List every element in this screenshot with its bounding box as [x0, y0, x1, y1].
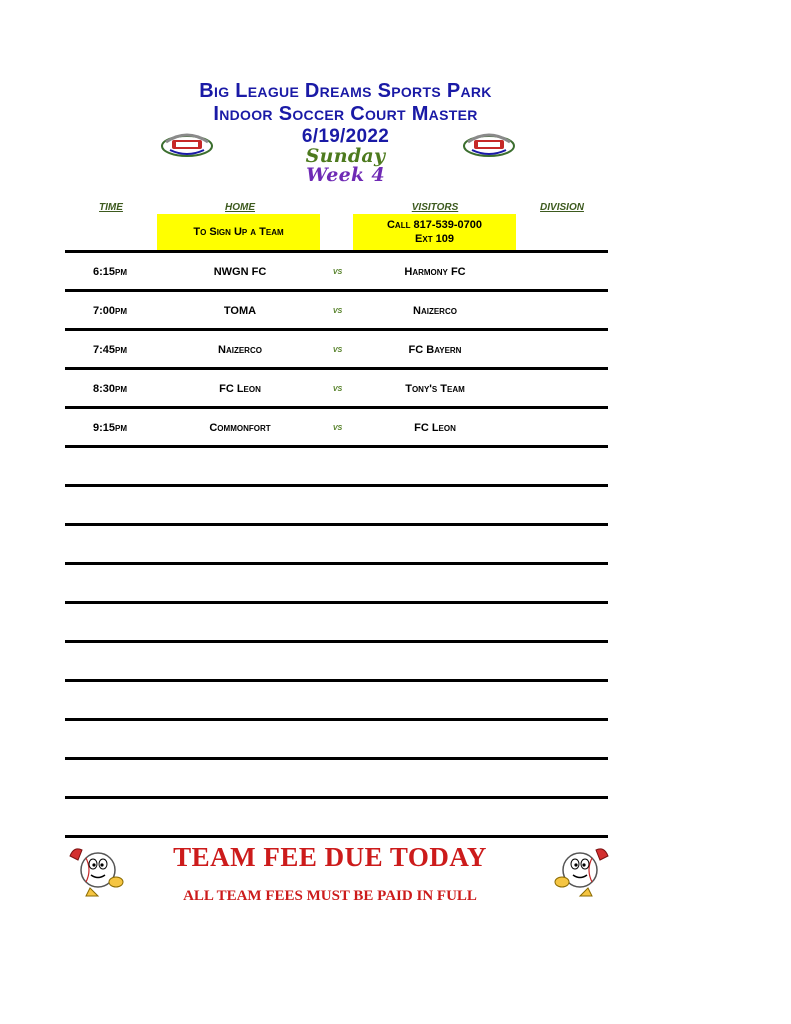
game-time: 8:30pm — [92, 382, 128, 395]
signup-box — [157, 214, 320, 250]
game-row — [65, 369, 608, 408]
game-time: 6:15pm — [92, 265, 128, 278]
row-divider — [65, 757, 608, 760]
title-court-master: Indoor Soccer Court Master — [213, 103, 478, 125]
game-time: 7:00pm — [92, 304, 128, 317]
game-visitor-team: FC Bayern — [408, 343, 462, 356]
signup-extension: Ext 109 — [415, 233, 454, 245]
game-home-team: NWGN FC — [213, 265, 267, 278]
game-vs: vs — [332, 344, 343, 355]
game-visitor-team: Harmony FC — [404, 265, 466, 278]
row-divider — [65, 835, 608, 838]
signup-phone-box — [353, 214, 516, 250]
game-vs: vs — [332, 422, 343, 433]
team-fee-notice: ALL TEAM FEES MUST BE PAID IN FULL — [183, 888, 477, 904]
game-home-team: Commonfort — [209, 421, 271, 434]
game-visitor-team: Tony's Team — [405, 382, 465, 395]
big-league-dreams-logo-icon — [462, 130, 516, 158]
row-divider — [65, 289, 608, 292]
game-home-team: Naizerco — [218, 343, 262, 356]
big-league-dreams-logo-icon — [160, 130, 214, 158]
game-row — [65, 291, 608, 330]
column-header-home: HOME — [225, 202, 255, 213]
row-divider — [65, 562, 608, 565]
game-visitor-team: FC Leon — [414, 421, 456, 434]
title-park-name: Big League Dreams Sports Park — [199, 80, 492, 102]
game-time: 9:15pm — [92, 421, 128, 434]
row-divider — [65, 796, 608, 799]
game-home-team: FC Leon — [219, 382, 261, 395]
row-divider — [65, 406, 608, 409]
team-fee-due-heading: TEAM FEE DUE TODAY — [173, 842, 487, 872]
signup-label: To Sign Up a Team — [193, 226, 284, 238]
row-divider — [65, 328, 608, 331]
row-divider — [65, 250, 608, 253]
game-vs: vs — [332, 266, 343, 277]
game-vs: vs — [332, 383, 343, 394]
game-home-team: TOMA — [223, 304, 257, 317]
row-divider — [65, 523, 608, 526]
row-divider — [65, 640, 608, 643]
row-divider — [65, 484, 608, 487]
row-divider — [65, 445, 608, 448]
row-divider — [65, 679, 608, 682]
row-divider — [65, 367, 608, 370]
signup-phone: Call 817-539-0700 — [386, 219, 483, 231]
game-row — [65, 252, 608, 291]
game-vs: vs — [332, 305, 343, 316]
game-row — [65, 408, 608, 447]
column-header-time: TIME — [99, 202, 123, 213]
column-header-visitors: VISITORS — [411, 202, 459, 213]
title-week: Week 4 — [306, 164, 385, 186]
title-date: 6/19/2022 — [301, 126, 390, 147]
column-header-division: DIVISION — [540, 202, 584, 213]
row-divider — [65, 601, 608, 604]
game-row — [65, 330, 608, 369]
baseball-mascot-phone-icon — [66, 842, 128, 898]
title-day: Sunday — [305, 145, 386, 167]
baseball-mascot-phone-icon — [550, 842, 612, 898]
game-time: 7:45pm — [92, 343, 128, 356]
game-visitor-team: Naizerco — [413, 304, 457, 317]
row-divider — [65, 718, 608, 721]
